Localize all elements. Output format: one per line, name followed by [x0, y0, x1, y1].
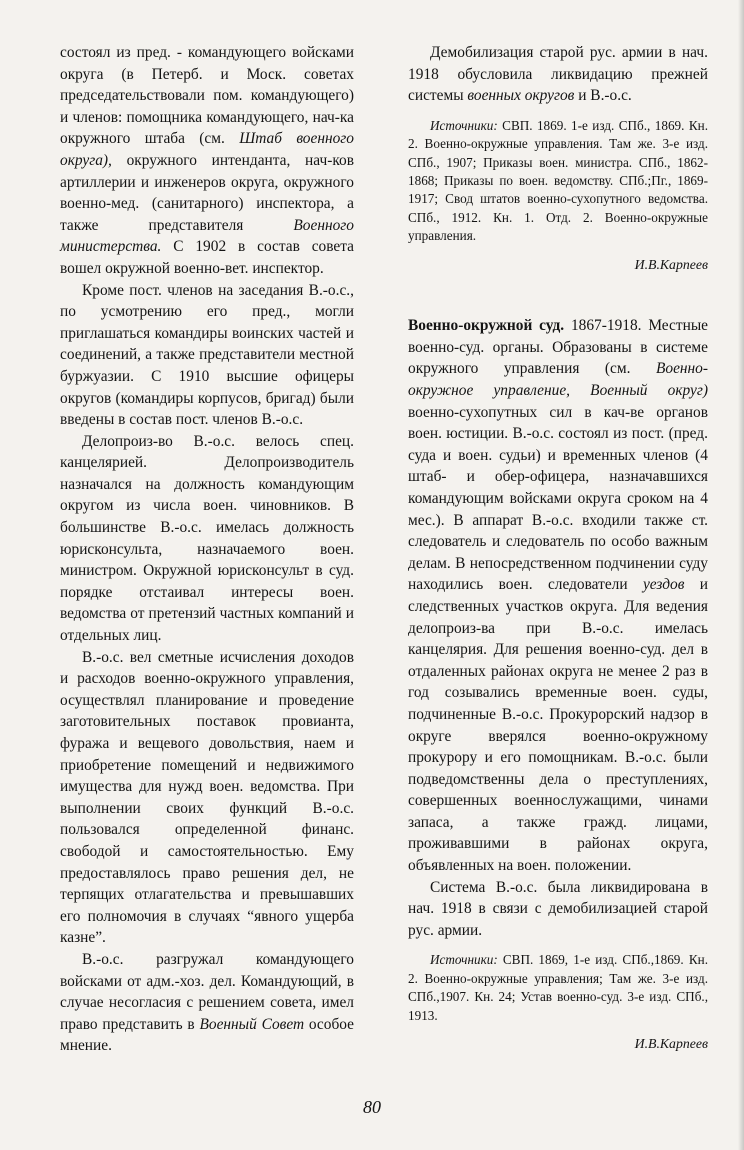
sources-note: Источники: СВП. 1869, 1-е изд. СПб.,1869. Кн. 2. Военно-окружные управления; Там же. 3-е изд. СПб.,1907. Кн. 24; Устав военно-суд. 3-е изд. СПб., 1913.	[408, 952, 708, 1023]
paragraph: состоял из пред. - командующего войсками округа (в Петерб. и Моск. советах председательствовали пом. командующего) и членов: помощника командующего, нач-ка окружного штаба (см. Штаб военного округа), окружного интенданта, нач-ков артиллерии и инженеров округа, окружного военно-мед. (санитарного) инспектора, а также представителя Военного министерства. С 1902 в состав совета вошел окружной военно-вет. инспектор.	[60, 44, 354, 277]
author-signature: И.В.Карпеев	[634, 1036, 708, 1052]
paragraph: Система В.-о.с. была ликвидирована в нач. 1918 в связи с демобилизацией старой рус. армии.	[408, 878, 708, 939]
author-signature: И.В.Карпеев	[634, 256, 708, 272]
paragraph: Демобилизация старой рус. армии в нач. 1918 обусловила ликвидацию прежней системы военных округов и В.-о.с.	[408, 44, 708, 105]
right-column	[408, 42, 708, 1055]
paragraph: В.-о.с. вел сметные исчисления доходов и расходов военно-окружного управления, осуществлял планирование и проведение заготовительных поставок провианта, фуража и вещевого довольствия, наем и приобретение помещений и недвижимого имущества для нужд воен. ведомства. При выполнении своих функций В.-о.с. пользовался определенной финанс. свободой и самостоятельностью. Ему предоставлялось право решения дел, не терпящих отлагательства и превышавших его полномочия в случаях “явного ущерба казне”.	[60, 648, 354, 947]
left-column	[60, 42, 354, 1057]
dictionary-entry: Военно-окружной суд. 1867-1918. Местные военно-суд. органы. Образованы в системе окружного управления (см. Военно-окружное управление, Военный округ) военно-сухопутных сил в кач-ве органов воен. юстиции. В.-о.с. состоял из пост. (пред. суда и воен. судьи) и временных членов (4 штаб- и обер-офицера, назначавшихся командующим войсками округа сроком на 4 мес.). В аппарат В.-о.с. входили также ст. следователь и следователь по особо важным делам. В непосредственном подчинении суду находились воен. следователи уездов и следственных участков округа. Для ведения делопроиз-ва при В.-о.с. имелась канцелярия. Для решения военно-суд. дел в отдаленных районах округа не менее 2 раз в год созывались временные воен. суды, подчиненные В.-о.с. Прокурорский надзор в округе вверялся военно-окружному прокурору и его помощникам. В.-о.с. были подведомственны дела о преступлениях, совершенных военнослужащими, чинами запаса, а также гражд. лицами, проживавшими в районах округа, объявленных на воен. положении.	[408, 317, 708, 875]
paragraph: В.-о.с. разгружал командующего войсками от адм.-хоз. дел. Командующий, в случае несогласия с решением совета, имел право представить в Военный Совет особое мнение.	[60, 950, 354, 1055]
page-number: 80	[363, 1097, 381, 1117]
sources-note: Источники: СВП. 1869. 1-е изд. СПб., 1869. Кн. 2. Военно-окружные управления. Там же. 3-е изд. СПб., 1907; Приказы воен. министра. СПб., 1862-1868; Приказы по воен. ведомству. СПб.;Пг., 1869-1917; Свод штатов военно-сухопутного ведомства. СПб., 1912. Кн. 1. Отд. 2. Военно-окружные управления.	[408, 117, 708, 244]
paragraph: Кроме пост. членов на заседания В.-о.с., по усмотрению его пред., могли приглашаться командиры воинских частей и соединений, а также представители местной буржуазии. С 1910 высшие офицеры округов (командиры корпусов, бригад) были введены в состав пост. членов В.-о.с.	[60, 281, 354, 429]
page-edge-shadow	[738, 0, 744, 1150]
entry-headword: Военно-окружной суд.	[408, 317, 565, 335]
paragraph: Делопроиз-во В.-о.с. велось спец. канцелярией. Делопроизводитель назначался на должность командующим округом из числа воен. чиновников. В большинстве В.-о.с. имелась должность юрисконсульта, назначаемого воен. министром. Окружной юрисконсульт в суд. порядке отстаивал интересы воен. ведомства от претензий частных компаний и отдельных лиц.	[60, 432, 354, 645]
